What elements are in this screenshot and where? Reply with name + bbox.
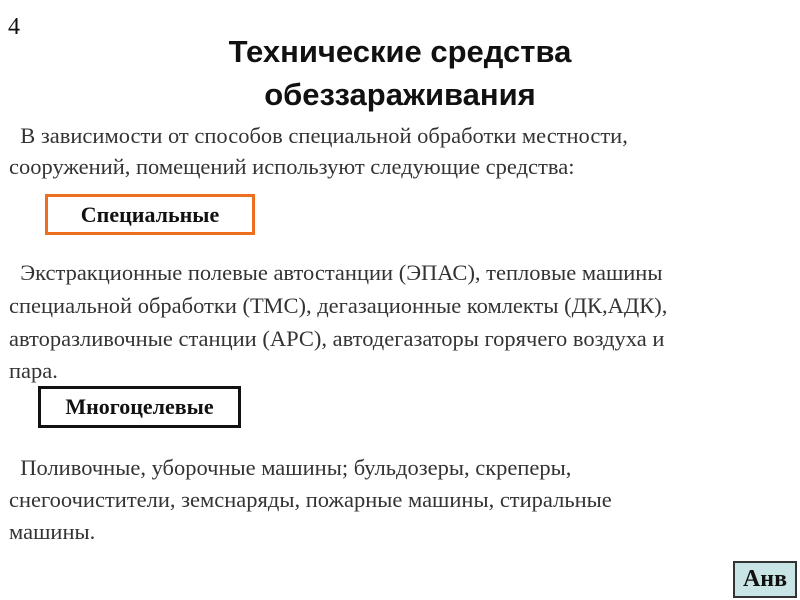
slide-title-line-1: Технические средства — [228, 34, 572, 69]
special-category-label: Специальные — [45, 194, 255, 235]
multipurpose-text-line: снегоочистители, земснаряды, пожарные машины, стиральные — [9, 487, 612, 512]
multipurpose-text-line: Поливочные, уборочные машины; бульдозеры, скреперы, — [9, 455, 572, 480]
special-text-line: авторазливочные станции (АРС), автодегазаторы горячего воздуха и — [9, 326, 665, 351]
multipurpose-text-line: машины. — [9, 519, 96, 544]
multipurpose-category-label: Многоцелевые — [38, 386, 241, 428]
slide-title-line-2: обеззараживания — [264, 77, 536, 112]
slide-number: 4 — [8, 14, 20, 40]
intro-text-line: В зависимости от способов специальной обработки местности, — [9, 123, 628, 148]
special-text-line: пара. — [9, 358, 58, 383]
special-text-line: Экстракционные полевые автостанции (ЭПАС), тепловые машины — [9, 260, 663, 285]
special-text-line: специальной обработки (ТМС), дегазационные комлекты (ДК,АДК), — [9, 293, 668, 318]
intro-text-line: сооружений, помещений используют следующие средства: — [9, 154, 575, 179]
nav-button-anv[interactable]: Анв — [733, 561, 797, 598]
